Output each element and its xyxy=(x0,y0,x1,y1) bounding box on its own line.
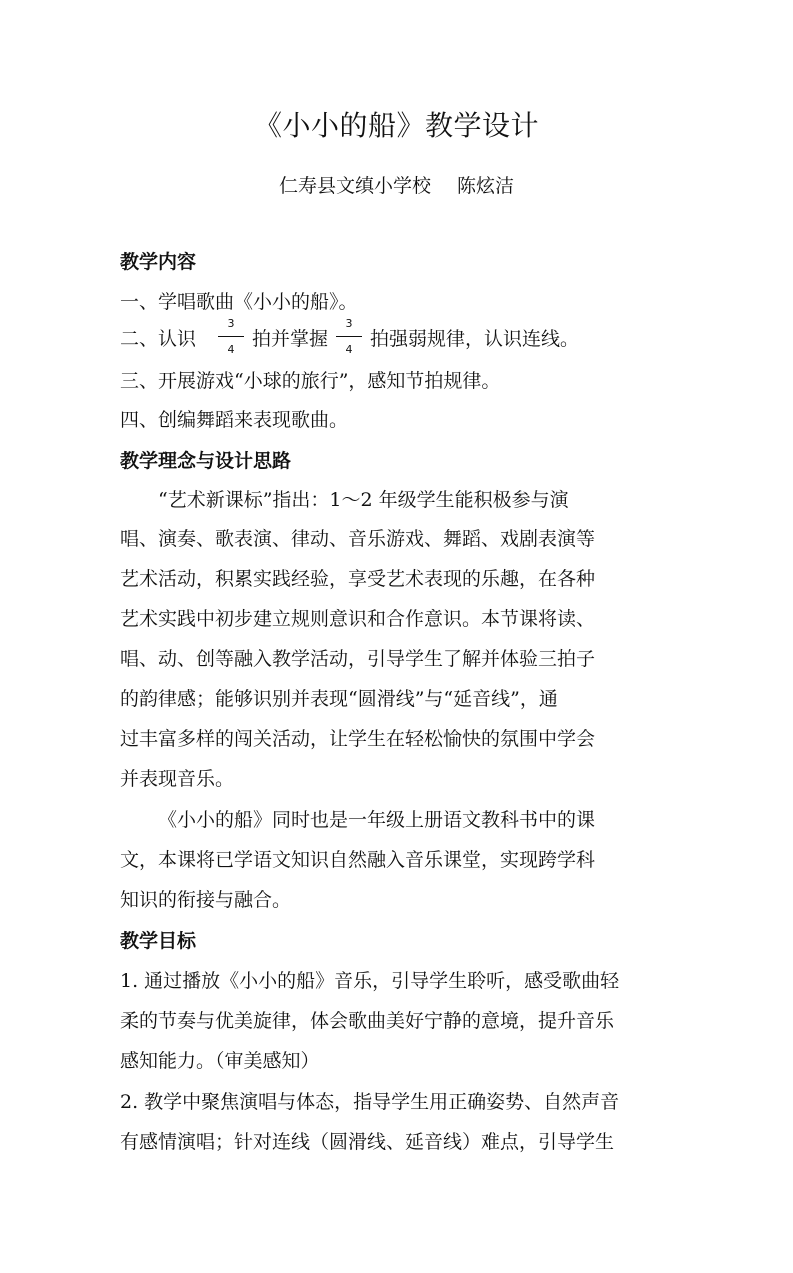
paragraph-line: 感知能力。（审美感知） xyxy=(120,1050,320,1072)
document-title: 《小小的船》教学设计 xyxy=(253,109,539,142)
section-heading-content: 教学内容 xyxy=(120,251,197,273)
paragraph-line: 1. 通过播放《小小的船》音乐，引导学生聆听，感受歌曲轻 xyxy=(120,970,620,992)
content-item-4: 四、创编舞蹈来表现歌曲。 xyxy=(120,409,349,431)
fraction-numerator: 3 xyxy=(227,317,235,330)
section-heading-goals: 教学目标 xyxy=(120,930,197,952)
paragraph-line: 过丰富多样的闯关活动，让学生在轻松愉快的氛围中学会 xyxy=(120,728,596,750)
section-heading-concept: 教学理念与设计思路 xyxy=(120,450,292,472)
paragraph-line: 知识的衔接与融合。 xyxy=(120,889,292,911)
paragraph-line: 柔的节奏与优美旋律，体会歌曲美好宁静的意境，提升音乐 xyxy=(120,1010,615,1032)
fraction-numerator: 3 xyxy=(345,317,353,330)
content-item-2 xyxy=(120,317,680,360)
time-signature-fraction xyxy=(336,318,362,358)
paragraph-line: 有感情演唱；针对连线（圆滑线、延音线）难点，引导学生 xyxy=(120,1131,615,1153)
content-item-2-suffix: 拍强弱规律，认识连线。 xyxy=(370,328,580,350)
paragraph-line: 文，本课将已学语文知识自然融入音乐课堂，实现跨学科 xyxy=(120,849,596,871)
author-school: 仁寿县文缜小学校 xyxy=(278,175,431,197)
fraction-bar xyxy=(218,336,244,337)
paragraph-line: 艺术实践中初步建立规则意识和合作意识。本节课将读、 xyxy=(120,608,596,630)
fraction-denominator: 4 xyxy=(227,343,235,356)
paragraph-line: 唱、演奏、歌表演、律动、音乐游戏、舞蹈、戏剧表演等 xyxy=(120,528,596,550)
paragraph-line: 唱、动、创等融入教学活动，引导学生了解并体验三拍子 xyxy=(120,648,596,670)
paragraph-line: 的韵律感；能够识别并表现“圆滑线”与“延音线”，通 xyxy=(120,688,558,710)
content-item-3: 三、开展游戏“小球的旅行”，感知节拍规律。 xyxy=(120,370,501,392)
fraction-denominator: 4 xyxy=(345,343,353,356)
author-name: 陈炫洁 xyxy=(457,175,515,197)
content-item-1: 一、学唱歌曲《小小的船》。 xyxy=(120,291,358,313)
fraction-bar xyxy=(336,336,362,337)
paragraph-line: 2. 教学中聚焦演唱与体态，指导学生用正确姿势、自然声音 xyxy=(120,1091,620,1113)
author-line xyxy=(0,172,793,200)
paragraph-line: 并表现音乐。 xyxy=(120,768,235,790)
paragraph-line: “艺术新课标”指出：1～2 年级学生能积极参与演 xyxy=(158,489,569,511)
time-signature-fraction xyxy=(218,318,244,358)
content-item-2-middle: 拍并掌握 xyxy=(252,328,329,350)
paragraph-line: 《小小的船》同时也是一年级上册语文教科书中的课 xyxy=(158,809,596,831)
paragraph-line: 艺术活动，积累实践经验，享受艺术表现的乐趣，在各种 xyxy=(120,568,596,590)
content-item-2-prefix: 二、认识 xyxy=(120,328,197,350)
